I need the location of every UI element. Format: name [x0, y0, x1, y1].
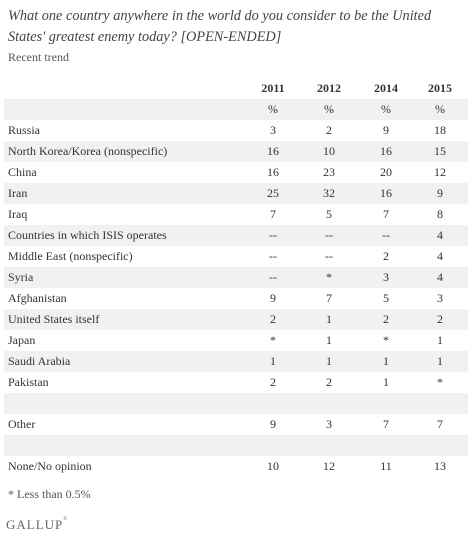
table-row: [4, 372, 468, 393]
value-cell: 2: [383, 312, 389, 326]
row-label: Japan: [8, 333, 36, 347]
value-cell: 3: [437, 291, 443, 305]
column-header: 2012: [317, 81, 341, 95]
value-cell: 1: [270, 354, 276, 368]
value-cell: 20: [380, 165, 392, 179]
value-cell: 32: [323, 186, 335, 200]
row-label: China: [8, 165, 37, 179]
value-cell: 16: [267, 144, 279, 158]
value-cell: 8: [437, 207, 443, 221]
value-cell: 1: [326, 312, 332, 326]
row-label: Countries in which ISIS operates: [8, 228, 167, 242]
value-cell: 3: [326, 417, 332, 431]
question-title: What one country anywhere in the world do you consider to be the United States' greatest enemy today? [OPEN-ENDED]: [8, 8, 432, 45]
value-cell: 18: [434, 123, 446, 137]
unit-label: %: [381, 102, 391, 116]
value-cell: 1: [326, 333, 332, 347]
value-cell: 25: [267, 186, 279, 200]
value-cell: 10: [323, 144, 335, 158]
table-row: [4, 393, 468, 414]
subtitle: Recent trend: [8, 50, 69, 64]
value-cell: 15: [434, 144, 446, 158]
table-row: [4, 330, 468, 351]
row-label: Iraq: [8, 207, 28, 221]
value-cell: 11: [380, 459, 392, 473]
value-cell: 4: [437, 270, 443, 284]
footnote: * Less than 0.5%: [8, 487, 91, 501]
table-row: [4, 288, 468, 309]
results-table: [4, 78, 468, 477]
value-cell: 1: [437, 333, 443, 347]
value-cell: 12: [434, 165, 446, 179]
table-row: [4, 162, 468, 183]
value-cell: 7: [383, 417, 389, 431]
value-cell: 1: [437, 354, 443, 368]
value-cell: 16: [380, 144, 392, 158]
table-row: [4, 414, 468, 435]
column-header: 2015: [428, 81, 452, 95]
value-cell: 4: [437, 249, 443, 263]
value-cell: 7: [270, 207, 276, 221]
gallup-logo: GALLUP®: [6, 517, 68, 532]
value-cell: 9: [437, 186, 443, 200]
value-cell: *: [383, 333, 389, 347]
value-cell: --: [325, 249, 333, 263]
value-cell: 7: [326, 291, 332, 305]
value-cell: 16: [267, 165, 279, 179]
unit-header-row: [4, 99, 468, 120]
column-header: 2014: [374, 81, 398, 95]
value-cell: 9: [270, 417, 276, 431]
value-cell: 1: [383, 375, 389, 389]
value-cell: 2: [326, 123, 332, 137]
table-row: [4, 351, 468, 372]
value-cell: 10: [267, 459, 279, 473]
value-cell: 23: [323, 165, 335, 179]
value-cell: 1: [326, 354, 332, 368]
value-cell: *: [270, 333, 276, 347]
value-cell: --: [382, 228, 390, 242]
value-cell: 7: [383, 207, 389, 221]
row-label: Iran: [8, 186, 28, 200]
value-cell: 5: [383, 291, 389, 305]
value-cell: 9: [270, 291, 276, 305]
table-row: [4, 267, 468, 288]
value-cell: --: [325, 228, 333, 242]
value-cell: 13: [434, 459, 446, 473]
value-cell: 2: [270, 312, 276, 326]
value-cell: 4: [437, 228, 443, 242]
row-label: Middle East (nonspecific): [8, 249, 133, 263]
value-cell: 2: [326, 375, 332, 389]
value-cell: 3: [383, 270, 389, 284]
value-cell: *: [326, 270, 332, 284]
table-body: [4, 120, 468, 477]
table-row: [4, 183, 468, 204]
table-row: [4, 435, 468, 456]
value-cell: --: [269, 270, 277, 284]
table-row: [4, 225, 468, 246]
value-cell: 12: [323, 459, 335, 473]
row-label: Syria: [8, 270, 34, 284]
table-row: [4, 141, 468, 162]
value-cell: 3: [270, 123, 276, 137]
row-label: Afghanistan: [8, 291, 67, 305]
row-label: None/No opinion: [8, 459, 92, 473]
row-label: Pakistan: [8, 375, 49, 389]
year-header-row: [4, 78, 468, 99]
table-row: [4, 456, 468, 477]
value-cell: 2: [437, 312, 443, 326]
table-row: [4, 120, 468, 141]
unit-label: %: [324, 102, 334, 116]
table-row: [4, 246, 468, 267]
value-cell: --: [269, 228, 277, 242]
value-cell: --: [269, 249, 277, 263]
row-label: Russia: [8, 123, 41, 137]
column-header: 2011: [261, 81, 285, 95]
row-label: Saudi Arabia: [8, 354, 71, 368]
value-cell: 16: [380, 186, 392, 200]
value-cell: 1: [383, 354, 389, 368]
unit-label: %: [268, 102, 278, 116]
value-cell: 2: [383, 249, 389, 263]
value-cell: 7: [437, 417, 443, 431]
row-label: United States itself: [8, 312, 100, 326]
row-label: Other: [8, 417, 36, 431]
value-cell: *: [437, 375, 443, 389]
table-row: [4, 204, 468, 225]
value-cell: 9: [383, 123, 389, 137]
value-cell: 5: [326, 207, 332, 221]
value-cell: 2: [270, 375, 276, 389]
table-row: [4, 309, 468, 330]
row-label: North Korea/Korea (nonspecific): [8, 144, 168, 158]
unit-label: %: [435, 102, 445, 116]
